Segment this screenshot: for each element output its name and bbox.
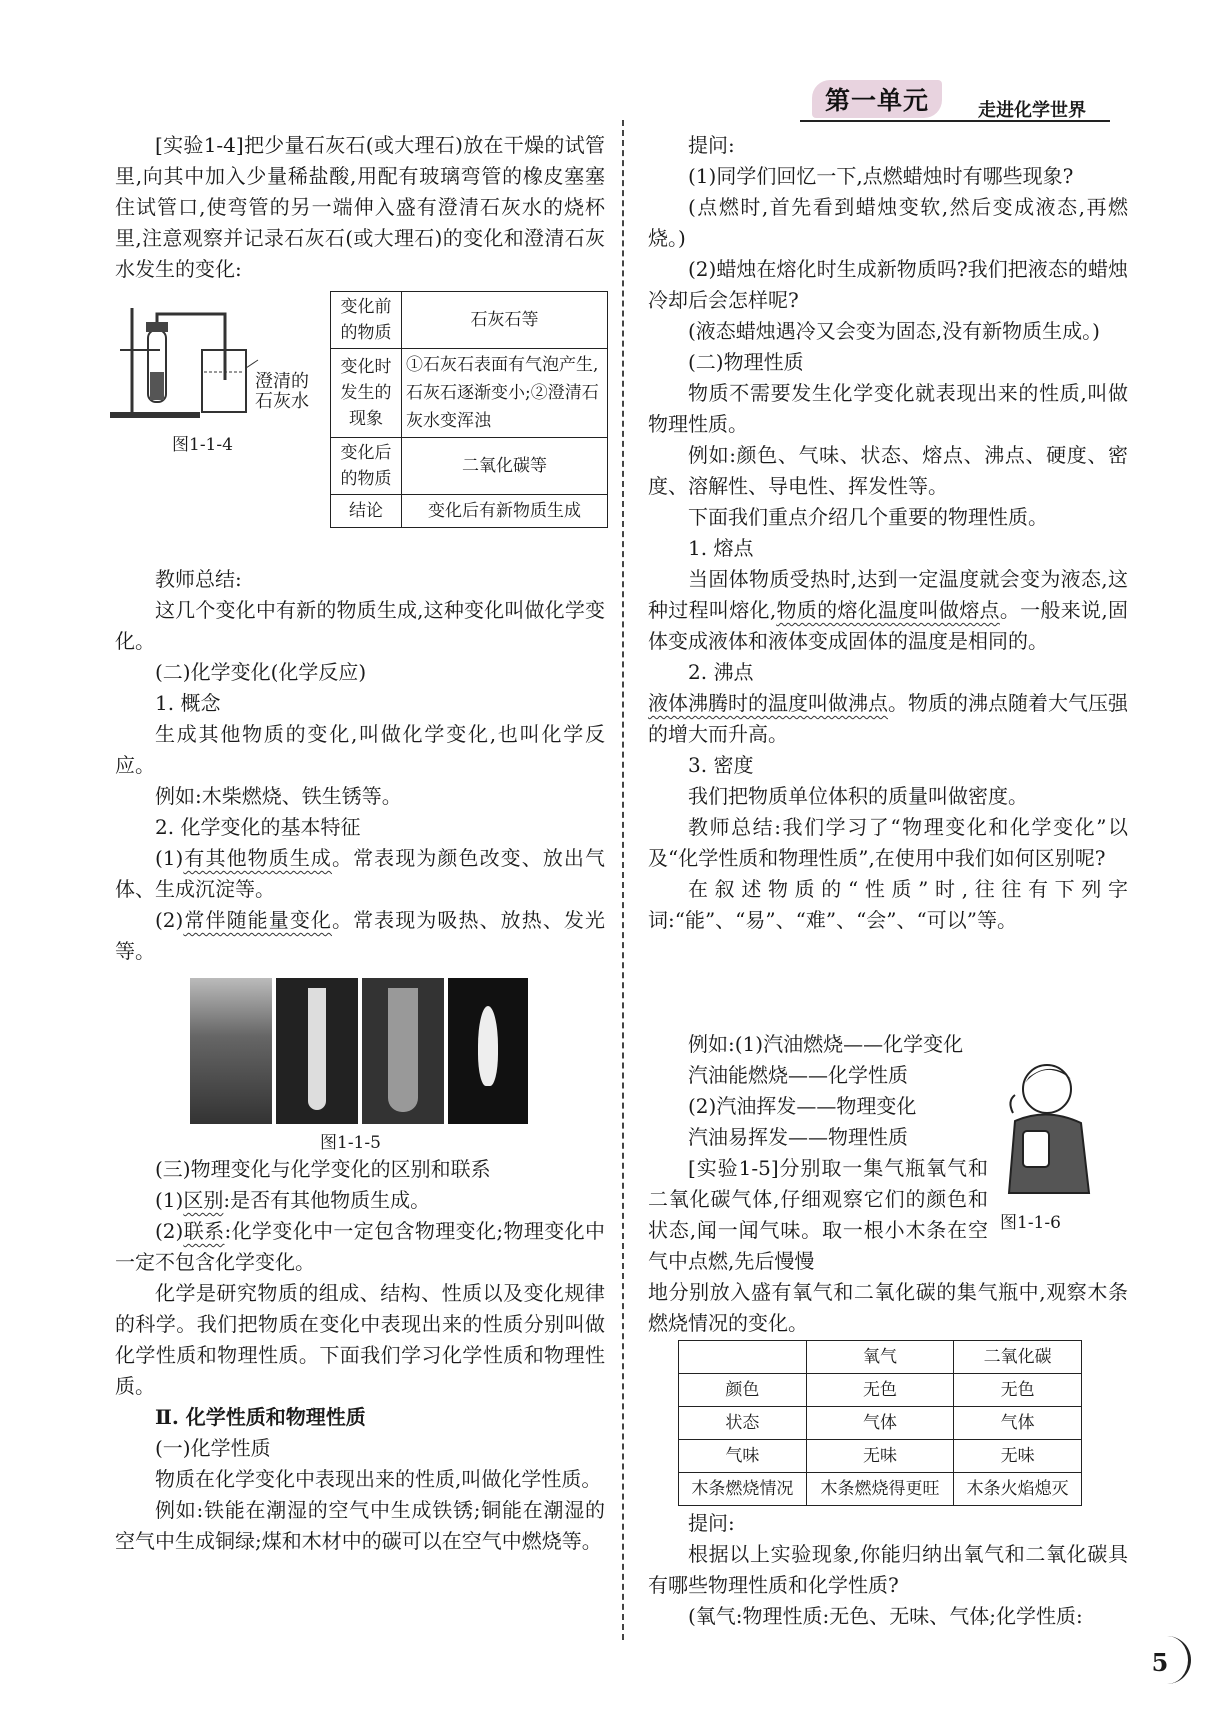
figure-1-1-6 bbox=[985, 1055, 1105, 1195]
limestone bbox=[150, 372, 164, 400]
fig6-caption: 图1-1-6 bbox=[1000, 1213, 1061, 1233]
table-row: 变化前的物质 石灰石等 bbox=[331, 292, 608, 349]
photo-bubbles bbox=[362, 978, 444, 1124]
left-column-part3: (三)物理变化与化学变化的区别和联系 (1)区别:是否有其他物质生成。 (2)联系:化学变化中一定包含物理变化;物理变化中一定不包含化学变化。 化学是研究物质的组成、结构、性质以及变化规律的科学。我们把物质在变化中表现出来的性质分别叫做化学性质和物理性质。下面我们学习化学性质和物理性质。 Ⅱ. 化学性质和物理性质 (一)化学性质 物质在化学变化中表现出来的性质,叫做化学性质。 例如:铁能在潮湿的空气中生成铁锈;铜能在潮湿的空气中生成铜绿;煤和木材中的碳可以在空气中燃烧等。 bbox=[115, 1157, 606, 1553]
right-column-part2: 地分别放入盛有氧气和二氧化碳的集气瓶中,观察木条燃烧情况的变化。 bbox=[648, 1280, 1128, 1335]
table-header-row: 氧气 二氧化碳 bbox=[679, 1341, 1082, 1374]
right-examples: 例如:(1)汽油燃烧——化学变化 汽油能燃烧——化学性质 (2)汽油挥发——物理变化 汽油易挥发——物理性质 [实验1-5]分别取一集气瓶氧气和二氧化碳气体,仔细观察它们的颜色和状态,闻一闻气味。取一根小木条在空气中点燃,先后慢慢 bbox=[648, 1032, 988, 1273]
table-row: 变化后的物质 二氧化碳等 bbox=[331, 438, 608, 495]
column-divider bbox=[622, 120, 624, 1640]
table-row: 变化时发生的现象 ①石灰石表面有气泡产生,石灰石逐渐变小;②澄清石灰水变浑浊 bbox=[331, 349, 608, 438]
experiment-1-4-text: [实验1-4]把少量石灰石(或大理石)放在干燥的试管里,向其中加入少量稀盐酸,用配有玻璃弯管的橡皮塞塞住试管口,使弯管的另一端伸入盛有澄清石灰水的烧杯里,注意观察并记录石灰石(或大理石)的变化和澄清石灰水发生的变化: bbox=[115, 133, 605, 281]
fig5-caption: 图1-1-5 bbox=[320, 1133, 381, 1153]
fig4-caption: 图1-1-4 bbox=[172, 435, 233, 455]
table-row: 结论 变化后有新物质生成 bbox=[331, 495, 608, 528]
boiling-point-text: 液体沸腾时的温度叫做沸点。物质的沸点随着大气压强的增大而升高。 bbox=[648, 691, 1128, 746]
gas-comparison-table bbox=[678, 1340, 1082, 1506]
page-number: 5 bbox=[1151, 1647, 1169, 1677]
right-column-part3: 提问: 根据以上实验现象,你能归纳出氧气和二氧化碳具有哪些物理性质和化学性质? (氧气:物理性质:无色、无味、气体;化学性质: bbox=[648, 1511, 1128, 1628]
unit-title: 第一单元 bbox=[824, 86, 929, 115]
melting-point-text: 当固体物质受热时,达到一定温度就会变为液态,这种过程叫熔化,物质的熔化温度叫做熔点。一般来说,固体变成液体和液体变成固体的温度是相同的。 bbox=[648, 567, 1129, 653]
table-row: 状态 气体 气体 bbox=[679, 1407, 1082, 1440]
section-heading-2: Ⅱ. 化学性质和物理性质 bbox=[155, 1405, 366, 1429]
difference: (1)区别:是否有其他物质生成。 bbox=[155, 1188, 431, 1212]
fig4-label: 澄清的 石灰水 bbox=[255, 371, 309, 412]
stand-base bbox=[110, 412, 200, 418]
stopper bbox=[146, 322, 168, 332]
unit-subtitle: 走进化学世界 bbox=[978, 100, 1086, 121]
table-row: 气味 无味 无味 bbox=[679, 1440, 1082, 1473]
photo-flame bbox=[448, 978, 528, 1124]
left-column-part2: 教师总结: 这几个变化中有新的物质生成,这种变化叫做化学变化。 (二)化学变化(化学反应) 1. 概念 生成其他物质的变化,叫做化学变化,也叫化学反应。 例如:木柴燃烧、铁生锈等。 2. 化学变化的基本特征 (1)有其他物质生成。常表现为颜色改变、放出气体、生成沉淀等。 (2)常伴随能量变化。常表现为吸热、放热、发光等。 bbox=[115, 564, 605, 967]
right-column: 提问: (1)同学们回忆一下,点燃蜡烛时有哪些现象? (点燃时,首先看到蜡烛变软,然后变成液态,再燃烧。) (2)蜡烛在熔化时生成新物质吗?我们把液态的蜡烛冷却后会怎样呢? (液态蜡烛遇冷又会变为固态,没有新物质生成。) (二)物理性质 物质不需要发生化学变化就表现出来的性质,叫做物理性质。 例如:颜色、气味、状态、熔点、沸点、硬度、密度、溶解性、导电性、挥发性等。 下面我们重点介绍几个重要的物理性质。 1. 熔点 当固体物质受热时,达到一定温度就会变为液态,这种过程叫熔化,物质的熔化温度叫做熔点。一般来说,固体变成液体和液体变成固体的温度是相同的。 2. 沸点 液体沸腾时的温度叫做沸点。物质的沸点随着大气压强的增大而升高。 3. 密度 我们把物质单位体积的质量叫做密度。 教师总结:我们学习了“物理变化和化学变化”以及“化学性质和物理性质”,在使用中我们如何区别呢? 在叙述物质的“性质”时,往往有下列字词:“能”、“易”、“难”、“会”、“可以”等。 bbox=[648, 133, 1129, 932]
feature-2: (2)常伴随能量变化。常表现为吸热、放热、发光等。 bbox=[115, 908, 606, 963]
feature-1: (1)有其他物质生成。常表现为颜色改变、放出气体、生成沉淀等。 bbox=[115, 846, 606, 901]
head bbox=[1023, 1065, 1071, 1113]
header-rule bbox=[800, 120, 1110, 122]
table-row: 颜色 无色 无色 bbox=[679, 1374, 1082, 1407]
gas-jar bbox=[1023, 1131, 1049, 1167]
left-column bbox=[115, 130, 605, 285]
figure-1-1-5 bbox=[190, 978, 528, 1124]
table-row: 木条燃烧情况 木条燃烧得更旺 木条火焰熄灭 bbox=[679, 1473, 1082, 1506]
experiment-table bbox=[330, 291, 608, 528]
connection: (2)联系:化学变化中一定包含物理变化;物理变化中一定不包含化学变化。 bbox=[115, 1219, 606, 1274]
unit-badge bbox=[812, 80, 942, 118]
photo-precipitate bbox=[190, 978, 272, 1124]
photo-test-tube bbox=[276, 978, 358, 1124]
